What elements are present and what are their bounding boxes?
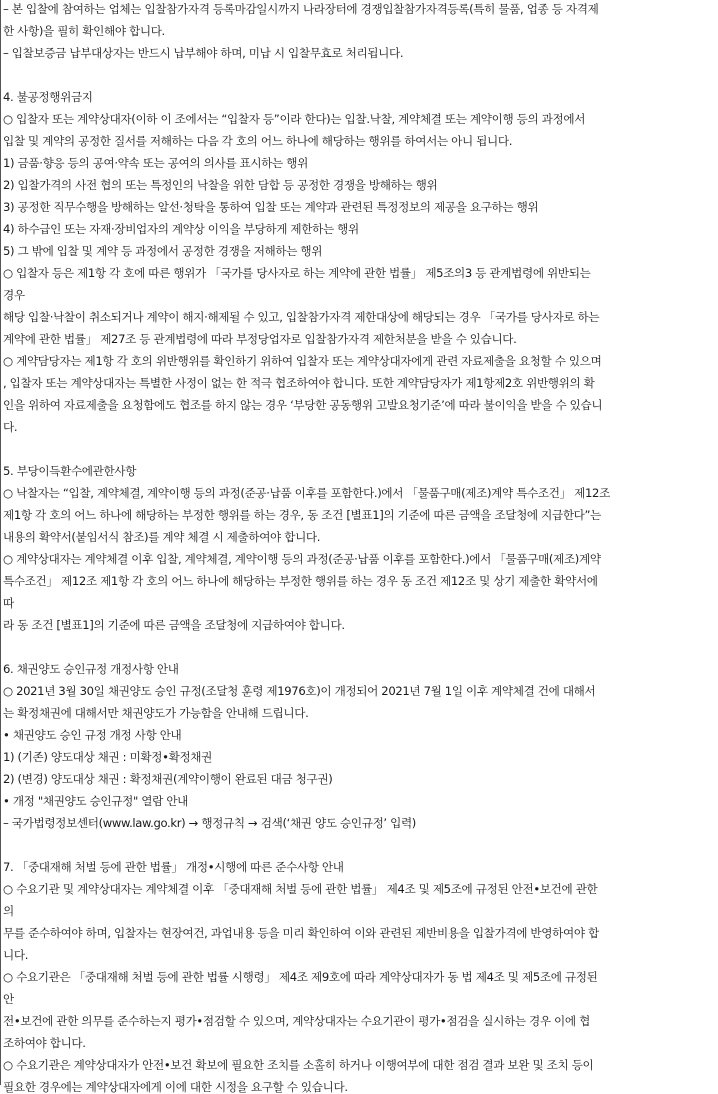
text-line: 1) 금품·향응 등의 공여·약속 또는 공여의 의사를 표시하는 행위	[3, 156, 308, 170]
text-line: 니다.	[3, 948, 29, 962]
text-line: 계약에 관한 법률」 제27조 등 관계법령에 따라 부정당업자로 입찰참가자격 제한처분을 받을 수 있습니다.	[3, 332, 517, 346]
text-line: ○ 수요기관 및 계약상대자는 계약체결 이후 「중대재해 처벌 등에 관한 법률」 제4조 및 제5조에 규정된 안전•보건에 관한	[3, 882, 598, 896]
text-line: 인을 위하여 자료제출을 요청함에도 협조를 하지 않는 경우 ‘부당한 공동행위 고발요청기준’에 따라 불이익을 받을 수 있습니	[3, 398, 603, 412]
text-line: 6. 채권양도 승인규정 개정사항 안내	[3, 662, 179, 676]
text-line: 해당 입찰·낙찰이 취소되거나 계약이 해지·해제될 수 있고, 입찰참가자격 제한대상에 해당되는 경우 「국가를 당사자로 하는	[3, 310, 600, 324]
text-line: 입찰 및 계약의 공정한 질서를 저해하는 다음 각 호의 어느 하나에 해당하는 행위를 하여서는 아니 됩니다.	[3, 134, 513, 148]
text-line: ○ 입찰자 등은 제1항 각 호에 따른 행위가 「국가를 당사자로 하는 계약에 관한 법률」 제5조의3 등 관계법령에 위반되는	[3, 266, 591, 280]
text-line: 4. 불공정행위금지	[3, 90, 93, 104]
text-line: 전•보건에 관한 의무를 준수하는지 평가•점검할 수 있으며, 계약상대자는 수요기관이 평가•점검을 실시하는 경우 이에 협	[3, 1014, 590, 1028]
text-line: 4) 하수급인 또는 자재·장비업자의 계약상 이익을 부당하게 제한하는 행위	[3, 222, 359, 236]
text-line: ○ 낙찰자는 “입찰, 계약체결, 계약이행 등의 과정(준공·납품 이후를 포함한다.)에서 「물품구매(제조)계약 특수조건」 제12조	[3, 486, 610, 500]
text-line: ○ 2021년 3월 30일 채권양도 승인 규정(조달청 훈령 제1976호)이 개정되어 2021년 7월 1일 이후 계약체결 건에 대해서	[3, 684, 596, 698]
text-line: 5. 부당이득환수에관한사항	[3, 464, 137, 478]
text-line: 3) 공정한 직무수행을 방해하는 알선·청탁을 통하여 입찰 또는 계약과 관련된 특정정보의 제공을 요구하는 행위	[3, 200, 539, 214]
text-line: – 본 입찰에 참여하는 업체는 입찰참가자격 등록마감일시까지 나라장터에 경쟁입찰참가자격등록(특히 물품, 업종 등 자격제	[3, 2, 599, 16]
text-line: ○ 수요기관은 계약상대자가 안전•보건 확보에 필요한 조치를 소홀히 하거나 이행여부에 대한 점검 결과 보완 및 조치 등이	[3, 1058, 594, 1072]
text-line: 안	[3, 992, 14, 1006]
text-line: ○ 계약담당자는 제1항 각 호의 위반행위를 확인하기 위하여 입찰자 또는 계약상대자에게 관련 자료제출을 요청할 수 있으며	[3, 354, 602, 368]
text-line: 필요한 경우에는 계약상대자에게 이에 대한 시정을 요구할 수 있습니다.	[3, 1080, 348, 1094]
text-line: 내용의 확약서(붙임서식 참조)를 계약 체결 시 제출하여야 합니다.	[3, 530, 321, 544]
text-line: – 국가법령정보센터(www.law.go.kr) → 행정규칙 → 검색(‘채권 양도 승인규정’ 입력)	[3, 816, 416, 830]
text-line: 따	[3, 596, 14, 610]
text-line: 2) (변경) 양도대상 채권 : 확정채권(계약이행이 완료된 대금 청구권)	[3, 772, 333, 786]
text-line: 제1항 각 호의 어느 하나에 해당하는 부정한 행위를 하는 경우, 동 조건 [별표1]의 기준에 따른 금액을 조달청에 지급한다”는	[3, 508, 602, 522]
text-line: 한 사항)을 필히 확인해야 합니다.	[3, 24, 165, 38]
text-line: 1) (기존) 양도대상 채권 : 미확정•확정채권	[3, 750, 213, 764]
text-line: ○ 입찰자 또는 계약상대자(이하 이 조에서는 “입찰자 등”이라 한다)는 입찰․낙찰, 계약체결 또는 계약이행 등의 과정에서	[3, 112, 586, 126]
text-line: 는 확정채권에 대해서만 채권양도가 가능함을 안내해 드립니다.	[3, 706, 309, 720]
text-line: • 채권양도 승인 규정 개정 사항 안내	[3, 728, 182, 742]
text-line: 무를 준수하여야 하며, 입찰자는 현장여건, 과업내용 등을 미리 확인하여 이와 관련된 제반비용을 입찰가격에 반영하여야 합	[3, 926, 599, 940]
text-line: ○ 계약상대자는 계약체결 이후 입찰, 계약체결, 계약이행 등의 과정(준공·납품 이후를 포함한다.)에서 「물품구매(제조)계약	[3, 552, 601, 566]
text-line: • 개정 "채권양도 승인규정" 열람 안내	[3, 794, 189, 808]
text-line: 경우	[3, 288, 25, 302]
text-line: – 입찰보증금 납부대상자는 반드시 납부해야 하며, 미납 시 입찰무효로 처리됩니다.	[3, 46, 404, 60]
text-line: 7. 「중대재해 처벌 등에 관한 법률」 개정•시행에 따른 준수사항 안내	[3, 860, 344, 874]
text-line: , 입찰자 또는 계약상대자는 특별한 사정이 없는 한 적극 협조하여야 합니다. 또한 계약담당자가 제1항제2호 위반행위의 확	[3, 376, 595, 390]
text-line: 특수조건」 제12조 제1항 각 호의 어느 하나에 해당하는 부정한 행위를 하는 경우 동 조건 제12조 및 상기 제출한 확약서에	[3, 574, 598, 588]
left-border	[0, 0, 1, 1085]
text-line: 조하여야 합니다.	[3, 1036, 86, 1050]
text-line: 5) 그 밖에 입찰 및 계약 등 과정에서 공정한 경쟁을 저해하는 행위	[3, 244, 323, 258]
text-line: 라 동 조건 [별표1]의 기준에 따른 금액을 조달청에 지급하여야 합니다.	[3, 618, 345, 632]
text-line: 2) 입찰가격의 사전 협의 또는 특정인의 낙찰을 위한 담합 등 공정한 경쟁을 방해하는 행위	[3, 178, 438, 192]
text-line: 의	[3, 904, 14, 918]
text-line: ○ 수요기관은 「중대재해 처벌 등에 관한 법률 시행령」 제4조 제9호에 따라 계약상대자가 동 법 제4조 및 제5조에 규정된	[3, 970, 598, 984]
text-line: 다.	[3, 420, 18, 434]
